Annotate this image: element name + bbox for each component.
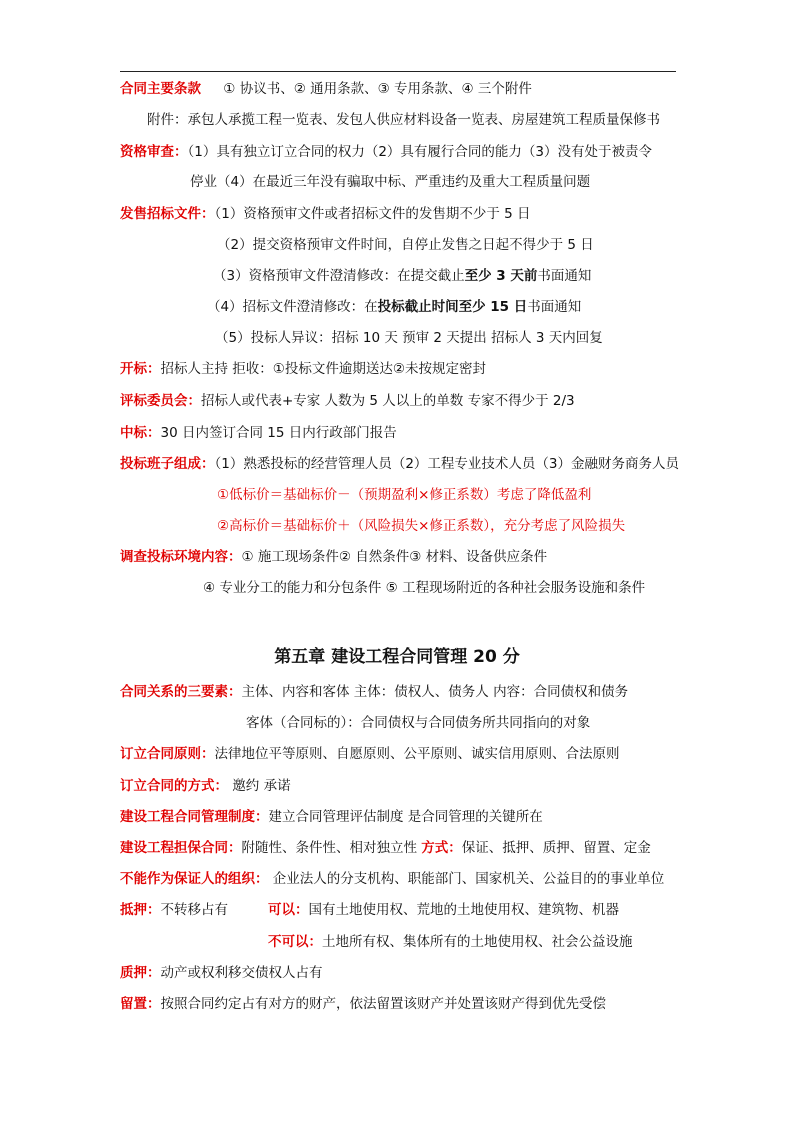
lien-text: 按照合同约定占有对方的财产，依法留置该财产并处置该财产得到优先受偿 (160, 996, 606, 1012)
elements-text-1: 主体、内容和客体 主体：债权人、债务人 内容：合同债权和债务 (241, 684, 629, 700)
sale-line-5: （5）投标人异议：招标 10 天 预审 2 天提出 招标人 3 天内回复 (215, 330, 603, 346)
methods-label: 订立合同的方式： (120, 778, 228, 794)
mortgage-line (120, 900, 228, 920)
sale-text-4b: 投标截止时间至少 15 日 (377, 299, 528, 315)
main-terms-label: 合同主要条款 (120, 81, 201, 97)
cannot-label: 不可以： (268, 934, 322, 950)
non-guarantor-line (120, 869, 664, 889)
lien-line (120, 994, 606, 1014)
sale-text-3a: （3）资格预审文件澄清修改：在提交截止 (213, 268, 465, 284)
award-label: 中标： (120, 425, 161, 441)
pledge-line (120, 963, 323, 983)
cannot-text: 土地所有权、集体所有的土地使用权、社会公益设施 (322, 934, 633, 950)
non-guarantor-text: 企业法人的分支机构、职能部门、国家机关、公益目的的事业单位 (268, 871, 665, 887)
chapter-title: 第五章 建设工程合同管理 20 分 (274, 647, 520, 667)
sale-text-3c: 书面通知 (537, 268, 592, 284)
survey-line-2: ④ 专业分工的能力和分包条件 ⑤ 工程现场附近的各种社会服务设施和条件 (203, 580, 646, 596)
methods-text: 邀约 承诺 (228, 778, 291, 794)
lien-label: 留置： (120, 996, 161, 1012)
qualification-text-1: （1）具有独立订立合同的权力（2）具有履行合同的能力（3）没有处于被责令 (187, 144, 653, 160)
can-text: 国有土地使用权、荒地的土地使用权、建筑物、机器 (308, 902, 619, 918)
sale-text-3b: 至少 3 天前 (464, 268, 538, 284)
sale-line-4 (207, 297, 581, 317)
opening-line (120, 359, 486, 379)
committee-text: 招标人或代表+专家 人数为 5 人以上的单数 专家不得少于 2/3 (201, 393, 575, 409)
appendix-line: 附件：承包人承揽工程一览表、发包人供应材料设备一览表、房屋建筑工程质量保修书 (147, 112, 660, 128)
guarantee-text: 附随性、条件性、相对独立性 (241, 840, 422, 856)
sale-line-1 (120, 204, 531, 224)
guarantee-line (120, 838, 651, 858)
guarantee-label: 建设工程担保合同： (120, 840, 242, 856)
survey-text-1: ① 施工现场条件② 自然条件③ 材料、设备供应条件 (241, 549, 548, 565)
elements-line-1 (120, 682, 628, 702)
qualification-line (120, 142, 652, 162)
committee-line (120, 391, 575, 411)
mortgage-label: 抵押： (120, 902, 161, 918)
system-label: 建设工程合同管理制度： (120, 809, 269, 825)
survey-label: 调查投标环境内容： (120, 549, 242, 565)
team-line (120, 454, 679, 474)
qualification-line-2: 停业（4）在最近三年没有骗取中标、严重违约及重大工程质量问题 (190, 174, 591, 190)
main-terms-text: ① 协议书、② 通用条款、③ 专用条款、④ 三个附件 (223, 81, 532, 97)
guarantee-way-label: 方式： (421, 840, 462, 856)
mortgage-cannot-line (268, 932, 633, 952)
pledge-label: 质押： (120, 965, 161, 981)
sale-line-3 (213, 266, 591, 286)
methods-line (120, 776, 291, 796)
system-text: 建立合同管理评估制度 是合同管理的关键所在 (268, 809, 543, 825)
sale-line-2: （2）提交资格预审文件时间，自停止发售之日起不得少于 5 日 (217, 237, 594, 253)
sale-label: 发售招标文件： (120, 206, 215, 222)
pledge-text: 动产或权利移交债权人占有 (160, 965, 323, 981)
committee-label: 评标委员会： (120, 393, 201, 409)
high-price-line: ②高标价＝基础标价＋（风险损失×修正系数），充分考虑了风险损失 (217, 518, 626, 534)
opening-text: 招标人主持 拒收：①投标文件逾期送达②未按规定密封 (160, 361, 486, 377)
header-rule (120, 71, 676, 72)
mortgage-text: 不转移占有 (160, 902, 228, 918)
mortgage-can-line (268, 900, 619, 920)
team-text: （1）熟悉投标的经营管理人员（2）工程专业技术人员（3）金融财务商务人员 (214, 456, 680, 472)
principles-line (120, 744, 620, 764)
opening-label: 开标： (120, 361, 161, 377)
sale-text-1: （1）资格预审文件或者招标文件的发售期不少于 5 日 (214, 206, 531, 222)
principles-text: 法律地位平等原则、自愿原则、公平原则、诚实信用原则、合法原则 (214, 746, 620, 762)
elements-line-2: 客体（合同标的）：合同债权与合同债务所共同指向的对象 (246, 715, 591, 731)
system-line (120, 807, 543, 827)
main-terms-line (120, 79, 532, 99)
sale-text-4a: （4）招标文件澄清修改：在 (207, 299, 378, 315)
sale-text-4c: 书面通知 (527, 299, 582, 315)
survey-line-1 (120, 547, 547, 567)
guarantee-way-text: 保证、抵押、质押、留置、定金 (461, 840, 651, 856)
team-label: 投标班子组成： (120, 456, 215, 472)
award-line (120, 423, 397, 443)
award-text: 30 日内签订合同 15 日内行政部门报告 (160, 425, 397, 441)
low-price-line: ①低标价＝基础标价－（预期盈利×修正系数）考虑了降低盈利 (217, 487, 592, 503)
principles-label: 订立合同原则： (120, 746, 215, 762)
non-guarantor-label: 不能作为保证人的组织： (120, 871, 269, 887)
can-label: 可以： (268, 902, 309, 918)
elements-label: 合同关系的三要素： (120, 684, 242, 700)
qualification-label: 资格审查： (120, 144, 188, 160)
